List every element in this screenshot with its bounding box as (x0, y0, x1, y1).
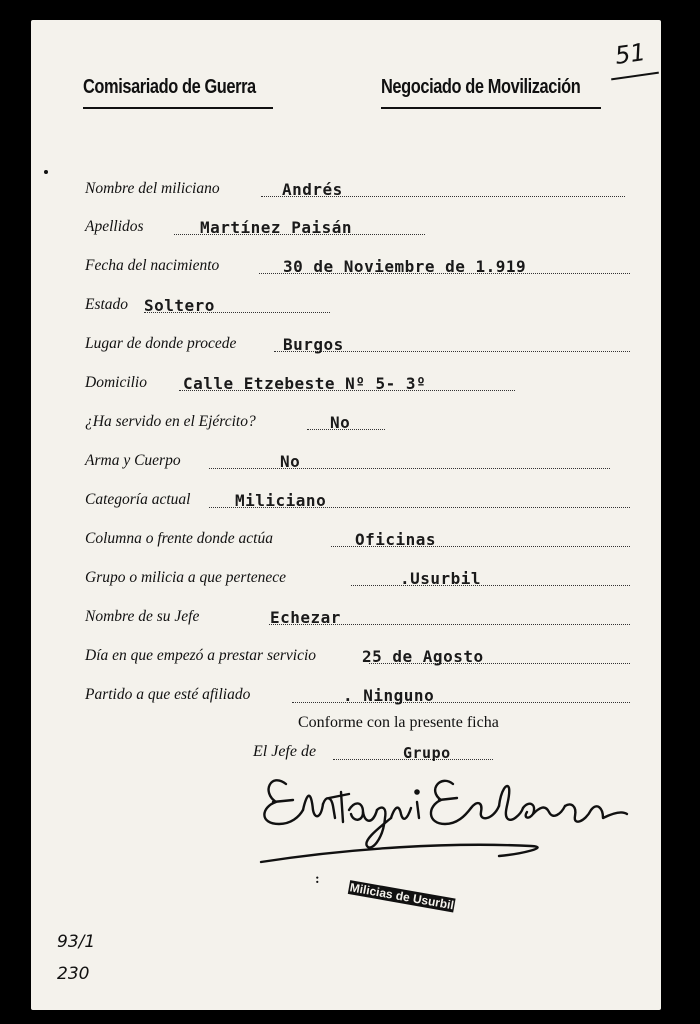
field-value: Oficinas (355, 530, 437, 549)
field-value: Martínez Paisán (200, 218, 352, 237)
field-dotted-line (351, 585, 630, 586)
corner-number: 51 (613, 38, 648, 70)
field-label: Columna o frente donde actúa (85, 530, 273, 547)
field-value: Andrés (282, 180, 343, 199)
field-value: Calle Etzebeste Nº 5- 3º (183, 374, 427, 393)
field-value: 25 de Agosto (362, 647, 484, 666)
field-value: 30 de Noviembre de 1.919 (283, 257, 527, 276)
field-row (85, 214, 425, 238)
corner-number-underline (611, 72, 659, 81)
conforme-text: Conforme con la presente ficha (298, 714, 499, 731)
field-dotted-line (209, 468, 610, 469)
field-row (85, 448, 610, 472)
field-row (85, 643, 630, 667)
field-row (85, 487, 630, 511)
header-right-title: Negociado de Movilización (381, 76, 581, 98)
field-row (85, 331, 630, 355)
field-row (85, 526, 630, 550)
field-value: Miliciano (235, 491, 327, 510)
field-row (85, 604, 630, 628)
field-label: Nombre del miliciano (85, 180, 220, 197)
header-right-underline (381, 107, 601, 109)
field-label: Categoría actual (85, 491, 191, 508)
field-row (85, 292, 330, 316)
field-label: Domicilio (85, 374, 147, 391)
ink-dot (44, 170, 48, 174)
field-value: . Ninguno (343, 686, 435, 705)
field-row (85, 370, 515, 394)
field-label: Estado (85, 296, 129, 313)
stamp-colon-mark: : (315, 872, 320, 887)
milicias-stamp (348, 880, 456, 912)
field-label: Día en que empezó a prestar servicio (85, 647, 317, 664)
field-value: No (330, 413, 351, 432)
field-row (85, 682, 630, 706)
field-value: No (280, 452, 301, 471)
field-label: Grupo o milicia a que pertenece (85, 569, 287, 586)
jefe-label: El Jefe de (253, 743, 317, 760)
jefe-row (253, 739, 493, 763)
field-label: Partido a que esté afiliado (85, 686, 251, 703)
field-row (85, 565, 630, 589)
signature-image (231, 762, 631, 872)
field-label: Nombre de su Jefe (85, 608, 200, 625)
stamp-text: Milicias de Usurbil (348, 880, 455, 913)
archive-ref-1: 93/1 (57, 932, 96, 952)
field-label: ¿Ha servido en el Ejército? (85, 413, 256, 430)
field-value: Echezar (270, 608, 341, 627)
field-value: Burgos (283, 335, 344, 354)
field-value: .Usurbil (400, 569, 482, 588)
field-row (85, 176, 625, 200)
document-sheet (31, 20, 661, 1010)
field-label: Arma y Cuerpo (85, 452, 181, 469)
field-label: Lugar de donde procede (85, 335, 237, 352)
field-value: Soltero (144, 296, 215, 315)
field-row (85, 253, 630, 277)
header-left-underline (83, 107, 273, 109)
archive-ref-2: 230 (57, 964, 90, 984)
jefe-value: Grupo (403, 744, 451, 762)
field-label: Apellidos (85, 218, 144, 235)
field-row (85, 409, 385, 433)
field-label: Fecha del nacimiento (85, 257, 220, 274)
header-left-title: Comisariado de Guerra (83, 76, 256, 98)
